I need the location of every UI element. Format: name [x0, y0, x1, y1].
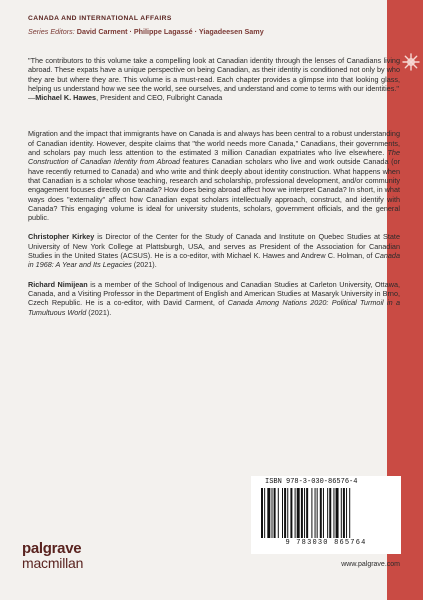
barcode-bar [267, 488, 270, 538]
publisher-website: www.palgrave.com [341, 561, 400, 568]
isbn-label: ISBN 978-3-030-86576-4 [265, 478, 358, 486]
isbn-barcode-box [251, 476, 401, 554]
barcode-digits: 9 783030 865764 [285, 539, 367, 547]
quote-text: "The contributors to this volume take a compelling look at Canadian identity through the lenses of Canadians living abroad. These expats have a unique perspective on being Canadian, as their identity is conditioned not only by who they are but where they are. This volume is a must-read. Each chapter provides a glimpse into that looking glass, helping us understand how we see the world, see ourselves, and understand and come to terms with our identities." [28, 56, 400, 93]
editor-bio-nimijean [28, 280, 400, 317]
bio1-work: Canada in 1968: A Year and Its Legacies [28, 251, 400, 270]
barcode-bar [315, 488, 316, 538]
barcode-bar [343, 488, 345, 538]
barcode-bar [284, 488, 286, 538]
barcode-bar [349, 488, 350, 538]
palgrave-star-icon [399, 50, 423, 74]
bio2-year: (2021). [86, 307, 112, 317]
bio2-work: Canada Among Nations 2020: Political Turmoil in a Tumultuous World [28, 298, 400, 317]
bio2-name: Richard Nimijean [28, 279, 88, 289]
bio2-text: is a member of the School of Indigenous and Canadian Studies at Carleton University, Ottawa, Canada, and a Visiting Professor in the Department of English and American Studies at Masaryk University in Brno, Czech Republic. He is a co-editor, with David Carment, of [28, 279, 400, 308]
description-book-title: The Construction of Canadian Identity from Abroad [28, 148, 400, 167]
barcode-bar [278, 488, 279, 538]
barcode-icon [259, 488, 393, 538]
barcode-bar [317, 488, 318, 538]
bio1-name: Christopher Kirkey [28, 232, 95, 242]
barcode-bar [290, 488, 292, 538]
editor-bio-kirkey [28, 232, 400, 269]
publisher-logo [22, 541, 83, 570]
barcode-bar [320, 488, 322, 538]
barcode-bar [295, 488, 296, 538]
description-part1: Migration and the impact that immigrants have on Canada is and always has been central to a robust understanding of Canadian identity. However, despite claims that "the world needs more Canada," Canadians, their governments, and scholars pay much less attention to the estimated 3 million Canadian expatriates who live elsewhere. [28, 129, 400, 158]
barcode-bar [336, 488, 339, 538]
book-description [28, 129, 400, 222]
barcode-bar [264, 488, 265, 538]
barcode-bar [287, 488, 288, 538]
barcode-bar [282, 488, 283, 538]
barcode-bar [301, 488, 303, 538]
barcode-bar [311, 488, 312, 538]
series-editors [28, 27, 264, 36]
barcode-bar [346, 488, 347, 538]
barcode-bar [323, 488, 324, 538]
series-editors-names: David Carment · Philippe Lagassé · Yiagadeesen Samy [76, 27, 264, 36]
bio1-year: (2021). [131, 260, 157, 270]
quote-dash: — [28, 93, 36, 103]
back-cover-text [28, 56, 400, 327]
barcode-bar [297, 488, 300, 538]
barcode-bar [306, 488, 308, 538]
barcode-bar [272, 488, 273, 538]
bio1-text: is Director of the Center for the Study of Canada and Institute on Quebec Studies at State University of New York College at Plattsburgh, USA, and serves as President of the Association for Canadian Studies in the United States (ACSUS). He is a co-editor, with Michael K. Hawes and Andrew C. Holman, of [28, 232, 400, 261]
description-part2: features Canadian scholars who live and work outside Canada (or have recently returned to Canada) and who write and think deeply about identity construction. What happens when that Canadian is a scholar whose teaching, research and scholarship, professional development, and/or community engagement focuses directly on Canada? How does being abroad affect how we interpret Canada? In short, in what ways does "externality" affect how Canadian expat scholars intellectually approach, construct, and identify with Canada? This engaging volume is ideal for university students, scholars, government officials, and the general public. [28, 157, 400, 223]
barcode-bar [329, 488, 331, 538]
barcode-bar [327, 488, 328, 538]
logo-line2: macmillan [22, 555, 84, 571]
barcode-bar [341, 488, 342, 538]
quote-author: Michael K. Hawes [35, 93, 97, 103]
series-editors-label: Series Editors: [28, 27, 75, 36]
logo-line1: palgrave [22, 540, 82, 557]
barcode-bar [261, 488, 263, 538]
barcode-bar [274, 488, 276, 538]
endorsement-quote [28, 56, 400, 102]
quote-author-role: , President and CEO, Fulbright Canada [96, 93, 223, 103]
barcode-bar [333, 488, 334, 538]
barcode-bar [304, 488, 305, 538]
series-title: CANADA AND INTERNATIONAL AFFAIRS [28, 15, 172, 22]
